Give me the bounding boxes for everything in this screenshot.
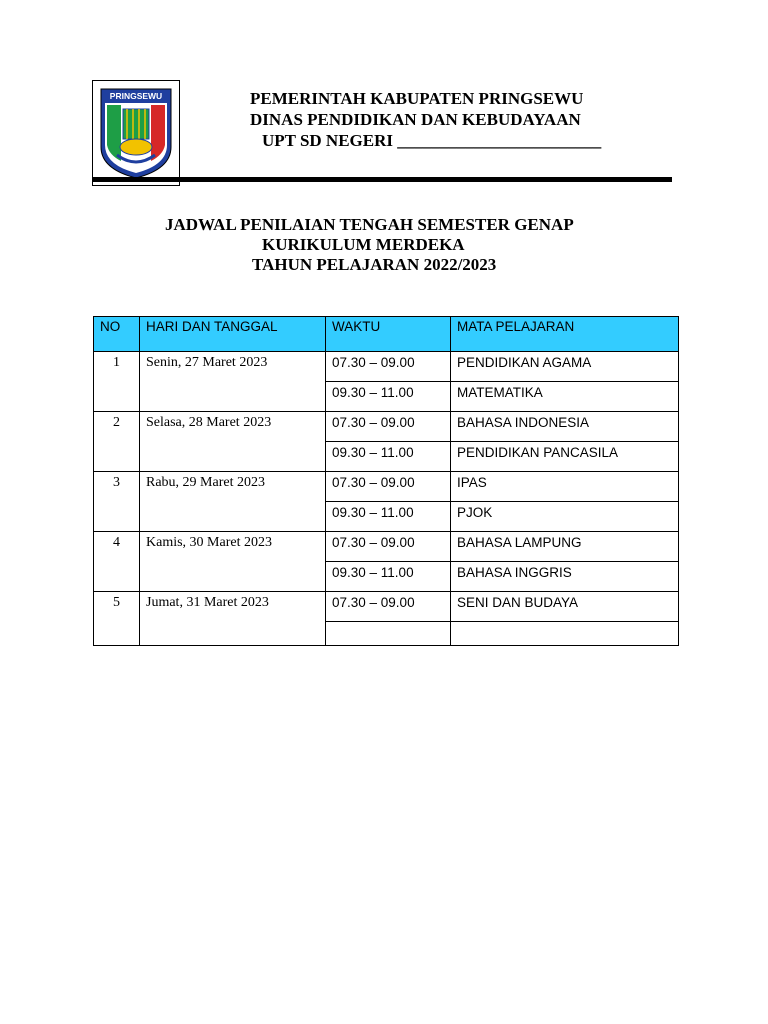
exam-time: 09.30 – 11.00 — [326, 382, 451, 412]
exam-time: 09.30 – 11.00 — [326, 562, 451, 592]
exam-date: Senin, 27 Maret 2023 — [140, 352, 326, 412]
pringsewu-emblem-icon — [97, 85, 175, 181]
exam-time: 07.30 – 09.00 — [326, 412, 451, 442]
title-line-3: TAHUN PELAJARAN 2022/2023 — [252, 255, 497, 274]
exam-subject — [451, 622, 679, 646]
exam-schedule-table — [93, 316, 679, 646]
exam-date: Selasa, 28 Maret 2023 — [140, 412, 326, 472]
column-header-subject: MATA PELAJARAN — [451, 317, 679, 352]
exam-time: 07.30 – 09.00 — [326, 472, 451, 502]
table-row — [94, 472, 679, 502]
government-name: PEMERINTAH KABUPATEN PRINGSEWU — [250, 89, 584, 108]
exam-time — [326, 622, 451, 646]
exam-date: Kamis, 30 Maret 2023 — [140, 532, 326, 592]
table-row — [94, 412, 679, 442]
exam-subject: SENI DAN BUDAYA — [451, 592, 679, 622]
exam-subject: PENDIDIKAN PANCASILA — [451, 442, 679, 472]
exam-time: 07.30 – 09.00 — [326, 532, 451, 562]
column-header-date: HARI DAN TANGGAL — [140, 317, 326, 352]
document-title — [0, 215, 768, 275]
exam-subject: MATEMATIKA — [451, 382, 679, 412]
column-header-time: WAKTU — [326, 317, 451, 352]
letterhead — [250, 88, 670, 151]
table-row — [94, 592, 679, 622]
letterhead-divider — [92, 177, 672, 182]
exam-time: 09.30 – 11.00 — [326, 502, 451, 532]
logo-text: PRINGSEWU — [109, 91, 163, 101]
row-number: 3 — [94, 472, 140, 532]
column-header-no: NO — [94, 317, 140, 352]
row-number: 5 — [94, 592, 140, 646]
exam-time: 09.30 – 11.00 — [326, 442, 451, 472]
exam-subject: BAHASA INGGRIS — [451, 562, 679, 592]
exam-time: 07.30 – 09.00 — [326, 592, 451, 622]
table-row — [94, 532, 679, 562]
exam-subject: PJOK — [451, 502, 679, 532]
exam-time: 07.30 – 09.00 — [326, 352, 451, 382]
title-line-1: JADWAL PENILAIAN TENGAH SEMESTER GENAP — [165, 215, 574, 234]
school-name: UPT SD NEGERI ________________________ — [262, 131, 602, 150]
row-number: 4 — [94, 532, 140, 592]
exam-subject: BAHASA LAMPUNG — [451, 532, 679, 562]
table-header-row — [94, 317, 679, 352]
title-line-2: KURIKULUM MERDEKA — [262, 235, 465, 254]
office-name: DINAS PENDIDIKAN DAN KEBUDAYAAN — [250, 110, 581, 129]
exam-subject: PENDIDIKAN AGAMA — [451, 352, 679, 382]
exam-subject: BAHASA INDONESIA — [451, 412, 679, 442]
table-row — [94, 352, 679, 382]
row-number: 1 — [94, 352, 140, 412]
exam-date: Jumat, 31 Maret 2023 — [140, 592, 326, 646]
row-number: 2 — [94, 412, 140, 472]
exam-date: Rabu, 29 Maret 2023 — [140, 472, 326, 532]
regency-logo — [92, 80, 180, 186]
exam-subject: IPAS — [451, 472, 679, 502]
